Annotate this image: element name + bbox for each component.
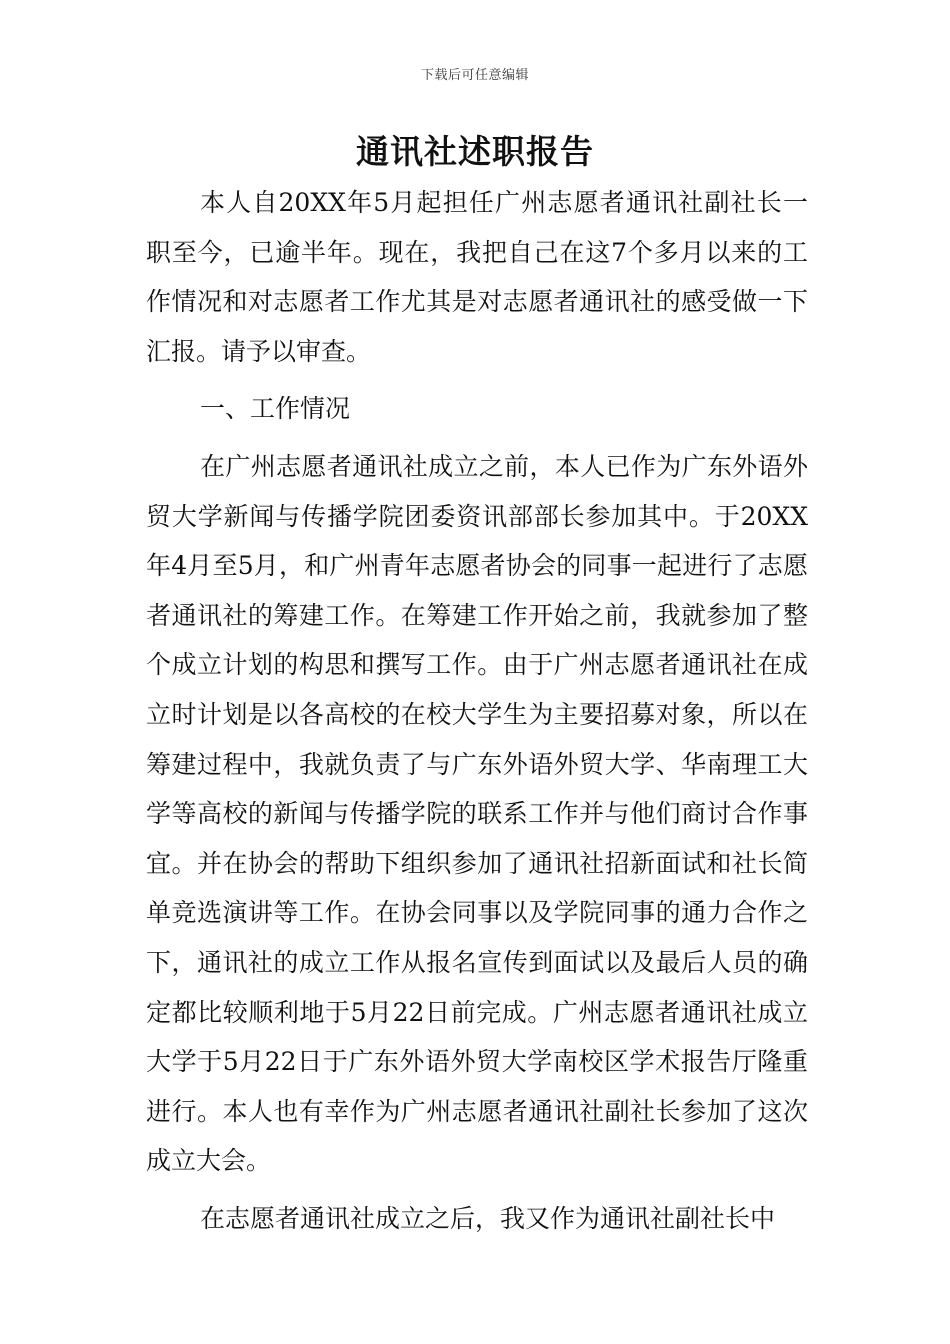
- paragraph-founding: 在广州志愿者通讯社成立之前，本人已作为广东外语外贸大学新闻与传播学院团委资讯部部长参加其中。于20XX年4月至5月，和广州青年志愿者协会的同事一起进行了志愿者通讯社的筹建工作。在筹建工作开始之前，我就参加了整个成立计划的构思和撰写工作。由于广州志愿者通讯社在成立时计划是以各高校的在校大学生为主要招募对象，所以在筹建过程中，我就负责了与广东外语外贸大学、华南理工大学等高校的新闻与传播学院的联系工作并与他们商讨合作事宜。并在协会的帮助下组织参加了通讯社招新面试和社长简单竞选演讲等工作。在协会同事以及学院同事的通力合作之下，通讯社的成立工作从报名宣传到面试以及最后人员的确定都比较顺利地于5月22日前完成。广州志愿者通讯社成立大学于5月22日于广东外语外贸大学南校区学术报告厅隆重进行。本人也有幸作为广州志愿者通讯社副社长参加了这次成立大会。: [146, 451, 808, 1176]
- document-title: 通讯社述职报告: [356, 132, 594, 171]
- document-body: [146, 178, 808, 1243]
- page-header-note: 下载后可任意编辑: [420, 68, 529, 83]
- section-heading-work-status: 一、工作情况: [200, 394, 351, 424]
- paragraph-after-founding: 在志愿者通讯社成立之后，我又作为通讯社副社长中: [200, 1203, 776, 1233]
- paragraph-intro: 本人自20XX年5月起担任广州志愿者通讯社副社长一职至今，已逾半年。现在，我把自己在这7个多月以来的工作情况和对志愿者工作尤其是对志愿者通讯社的感受做一下汇报。请予以审查。: [146, 188, 808, 366]
